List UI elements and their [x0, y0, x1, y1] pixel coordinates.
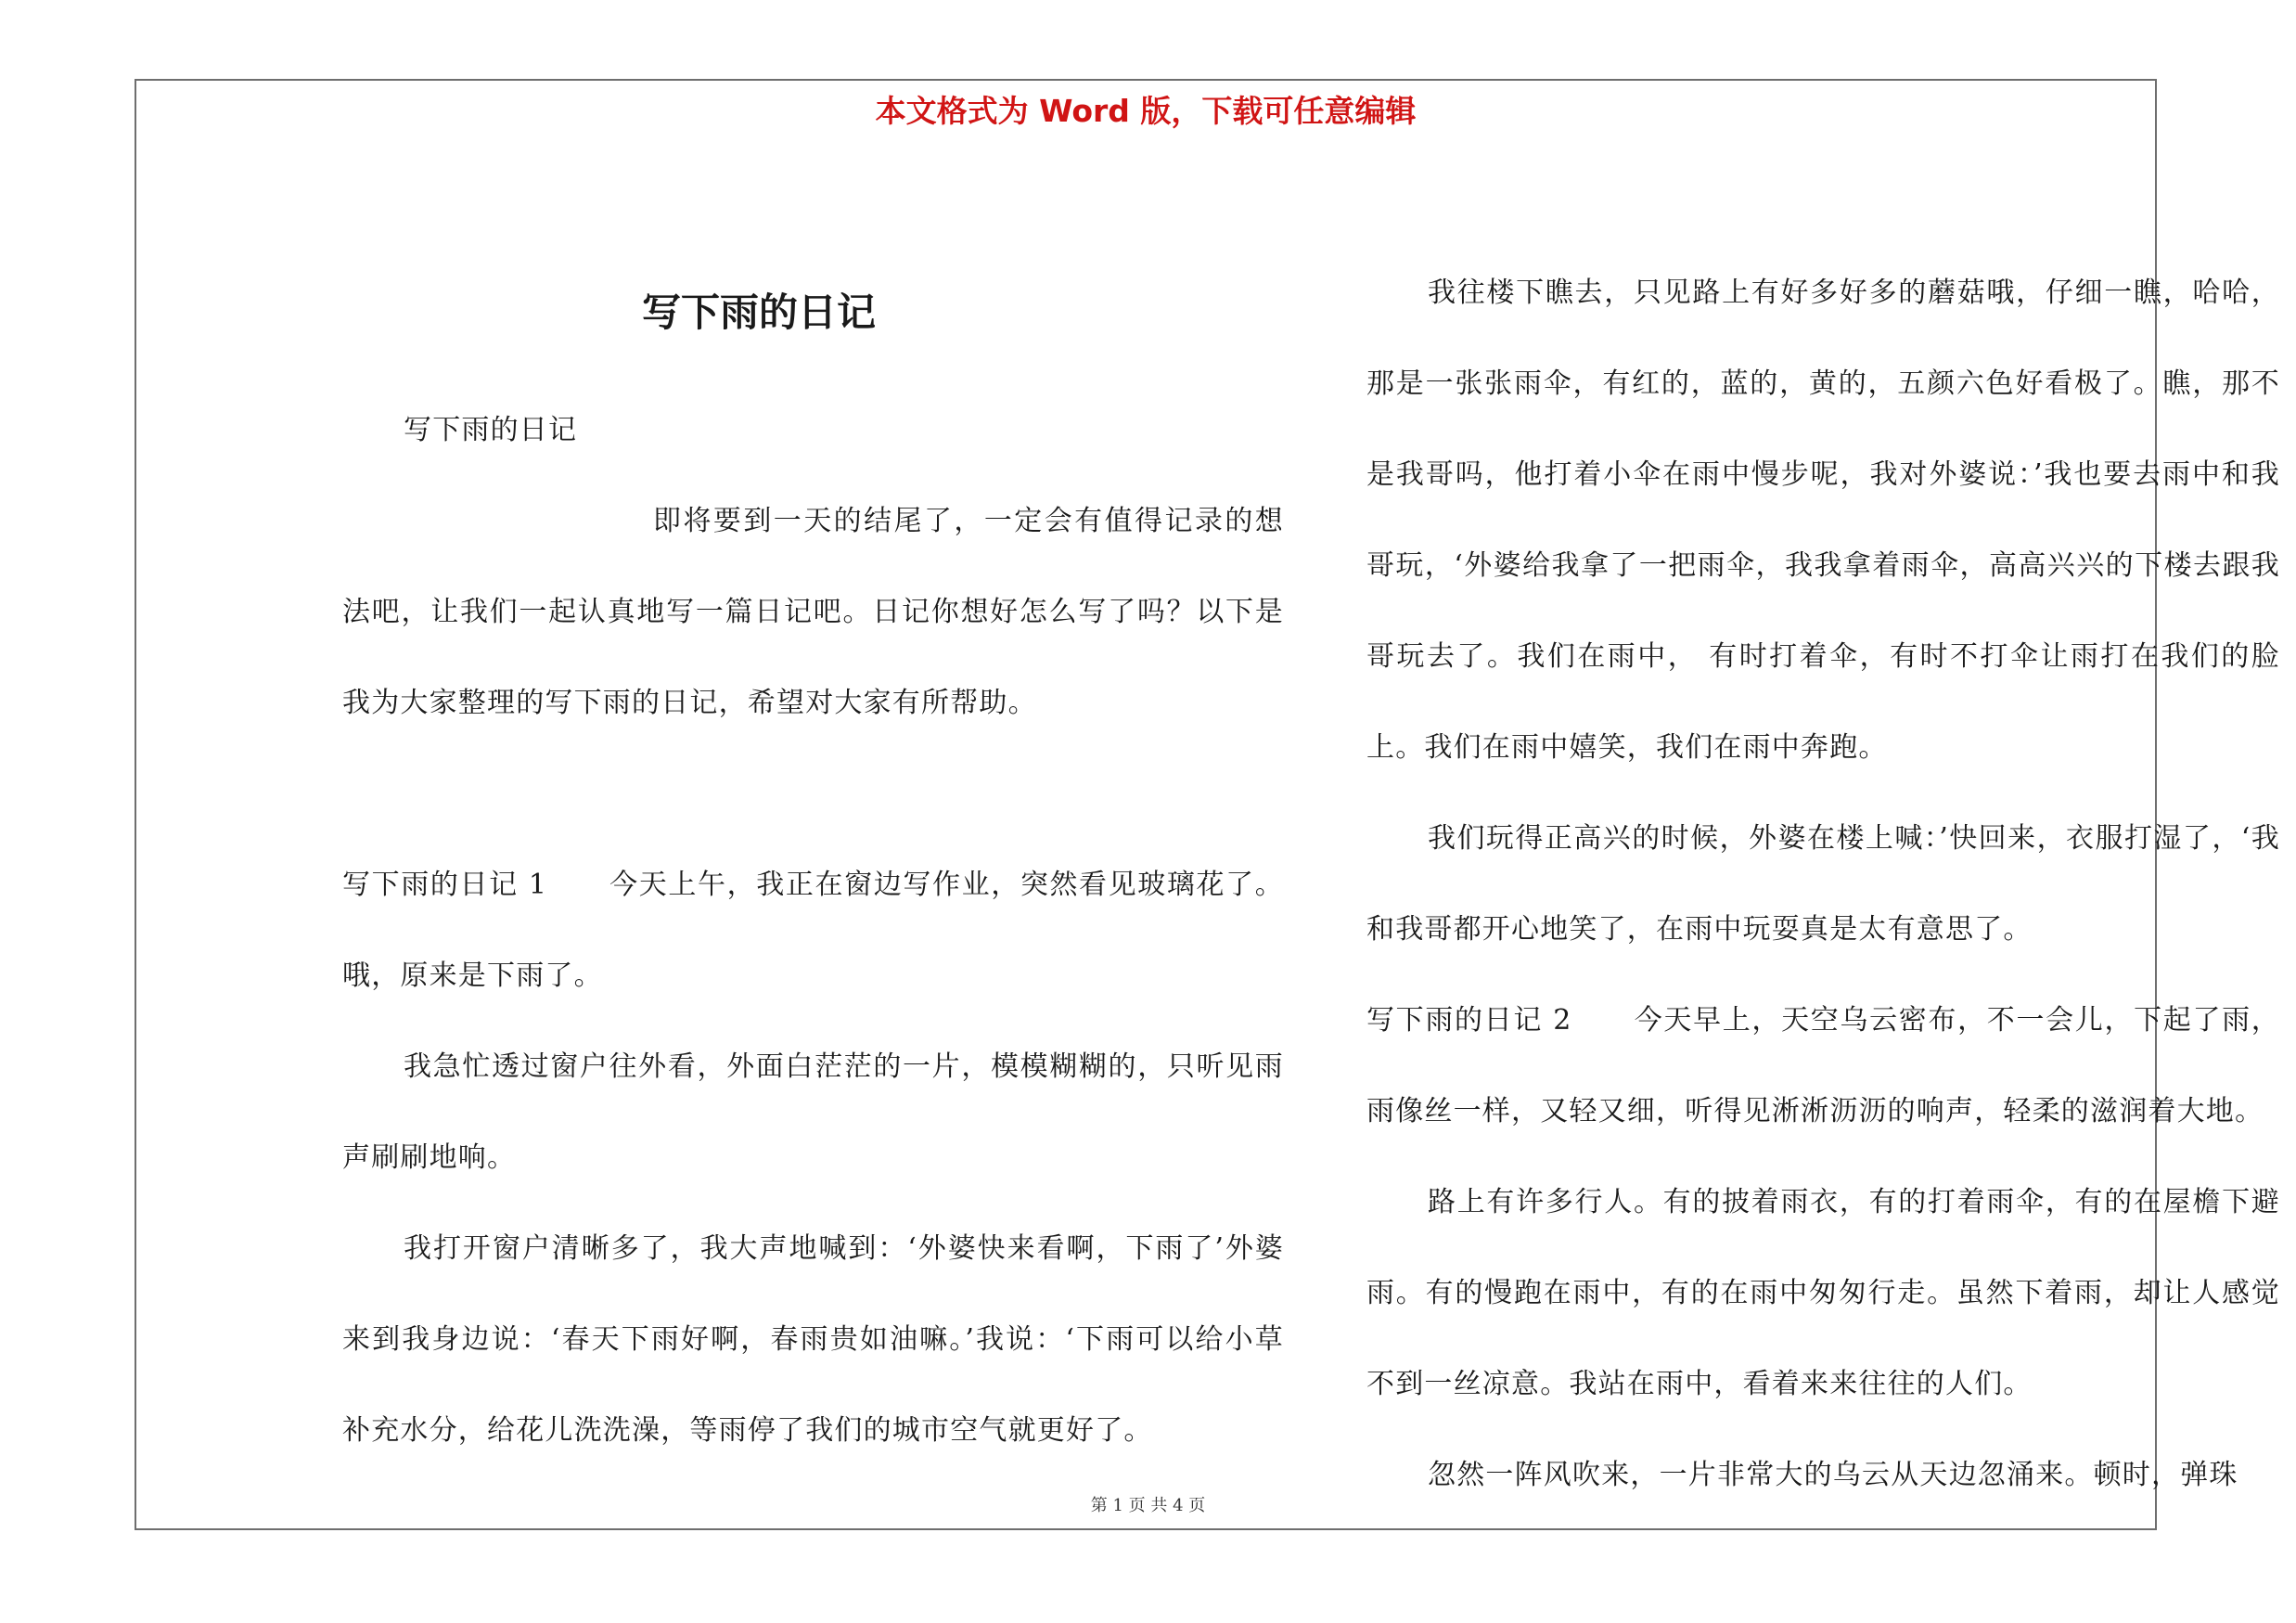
- page-frame: [135, 79, 2280, 1530]
- paragraph-4: 我往楼下瞧去，只见路上有好多好多的蘑菇哦，仔细一瞧，哈哈，那是一张张雨伞，有红的，蓝的，黄的，五颜六色好看极了。瞧，那不是我哥吗，他打着小伞在雨中慢步呢，我对外婆说：’我也要去雨中和我哥玩，‘外婆给我拿了一把雨伞，我我拿着雨伞，高高兴兴的下楼去跟我哥玩去了。我们在雨中， 有时打着伞，有时不打伞让雨打在我们的脸上。我们在雨中嬉笑，我们在雨中奔跑。: [1366, 277, 2280, 764]
- paragraph-7: 忽然一阵风吹来，一片非常大的乌云从天边忽涌来。顿时，弹珠: [1428, 1459, 2238, 1491]
- paragraph-5: 我们玩得正高兴的时候，外婆在楼上喊：’快回来，衣服打湿了，‘我和我哥都开心地笑了，在雨中玩耍真是太有意思了。: [1366, 822, 2280, 946]
- intro-paragraph: 即将要到一天的结尾了，一定会有值得记录的想法吧，让我们一起认真地写一篇日记吧。日记你想好怎么写了吗？以下是我为大家整理的写下雨的日记，希望对大家有所帮助。: [342, 505, 1284, 719]
- format-banner: 本文格式为 Word 版，下载可任意编辑: [875, 93, 1417, 129]
- entry2-paragraph: [1366, 975, 2280, 1157]
- paragraph-6: 路上有许多行人。有的披着雨衣，有的打着雨伞，有的在屋檐下避雨。有的慢跑在雨中，有的在雨中匆匆行走。虽然下着雨，却让人感觉不到一丝凉意。我站在雨中，看着来来往往的人们。: [1366, 1186, 2280, 1400]
- document-title: 写下雨的日记: [642, 290, 877, 335]
- entry1-paragraph: [342, 840, 1284, 1022]
- paragraph-2: 我急忙透过窗户往外看，外面白茫茫的一片，模模糊糊的，只听见雨声刷刷地响。: [342, 1050, 1284, 1174]
- entry2-heading: 写下雨的日记 2: [1366, 1004, 1572, 1037]
- paragraph-3: 我打开窗户清晰多了，我大声地喊到：‘外婆快来看啊，下雨了’外婆来到我身边说：‘春天下雨好啊，春雨贵如油嘛。’我说：‘下雨可以给小草补充水分，给花儿洗洗澡，等雨停了我们的城市空气就更好了。: [342, 1232, 1284, 1447]
- entry1-heading: 写下雨的日记 1: [342, 869, 548, 901]
- subtitle: 写下雨的日记: [404, 414, 578, 446]
- entry1-first-text: 今天上午，我正在窗边写作业，突然看见玻璃花了。哦，原来是下雨了。: [342, 869, 1284, 992]
- entry2-first-text: 今天早上，天空乌云密布，不一会儿，下起了雨，雨像丝一样，又轻又细，听得见淅淅沥沥的响声，轻柔的滋润着大地。: [1366, 1004, 2280, 1127]
- page-number-footer: 第 1 页 共 4 页: [1090, 1496, 1206, 1515]
